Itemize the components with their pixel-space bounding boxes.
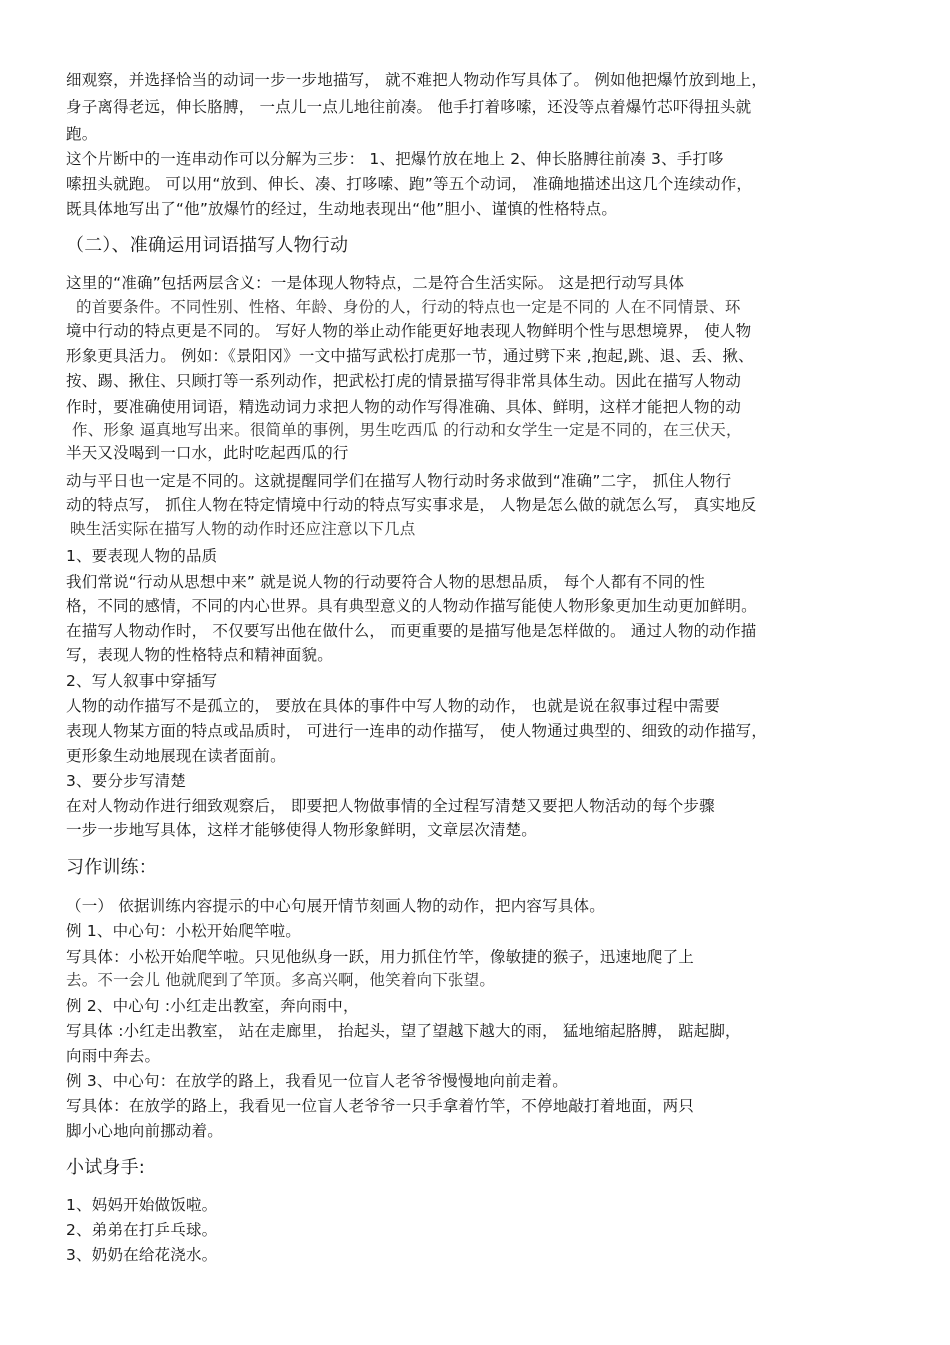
text-line: 这个片断中的一连串动作可以分解为三步： 1、把爆竹放在地上 2、伸长胳膊往前凑 3、手打哆: [66, 150, 724, 168]
text-line: 身子离得老远，伸长胳膊， 一点儿一点儿地往前凑。 他手打着哆嗦，还没等点着爆竹芯吓得扭头就: [66, 98, 752, 116]
text-line: 的首要条件。不同性别、性格、年龄、身份的人，行动的特点也一定是不同的 人在不同情景、环: [76, 298, 741, 316]
text-line: 更形象生动地展现在读者面前。: [66, 747, 286, 765]
example-line: 写具体 :小红走出教室， 站在走廊里， 抬起头，望了望越下越大的雨， 猛地缩起胳膊， 踮起脚，: [66, 1022, 741, 1040]
text-line: 人物的动作描写不是孤立的， 要放在具体的事件中写人物的动作， 也就是说在叙事过程中需要: [66, 697, 720, 715]
text-line: 在对人物动作进行细致观察后， 即要把人物做事情的全过程写清楚又要把人物活动的每个步骤: [66, 797, 715, 815]
text-line: 跑。: [66, 125, 98, 143]
example-line: 写具体：小松开始爬竿啦。只见他纵身一跃，用力抓住竹竿，像敏捷的猴子，迅速地爬了上: [66, 948, 695, 966]
text-line: 动的特点写， 抓住人物在特定情境中行动的特点写实事求是， 人物是怎么做的就怎么写， 真实地反: [66, 496, 757, 514]
subheading: 3、要分步写清楚: [66, 772, 186, 790]
text-line: 在描写人物动作时， 不仅要写出他在做什么， 而更重要的是描写他是怎样做的。 通过人物的动作描: [66, 622, 757, 640]
example-line: 例 2、中心句 :小红走出教室，奔向雨中，: [66, 997, 359, 1015]
try-it-heading: 小试身手:: [66, 1157, 146, 1178]
text-line: 境中行动的特点更是不同的。 写好人物的举止动作能更好地表现人物鲜明个性与思想境界， 使人物: [66, 322, 752, 340]
text-line: 格，不同的感情，不同的内心世界。具有典型意义的人物动作描写能使人物形象更加生动更加鲜明。: [66, 597, 757, 615]
list-item: 3、奶奶在给花浇水。: [66, 1246, 218, 1264]
text-line: 作、形象 逼真地写出来。很简单的事例，男生吃西瓜 的行动和女学生一定是不同的，在三伏天，: [72, 421, 742, 439]
example-line: 例 3、中心句：在放学的路上，我看见一位盲人老爷爷慢慢地向前走着。: [66, 1072, 568, 1090]
text-line: 细观察，并选择恰当的动词一步一步地描写， 就不难把人物动作写具体了。 例如他把爆竹放到地上，: [66, 71, 768, 89]
subheading: 1、要表现人物的品质: [66, 547, 218, 565]
practice-intro: （一） 依据训练内容提示的中心句展开情节刻画人物的动作，把内容写具体。: [66, 897, 605, 915]
text-line: 我们常说“行动从思想中来” 就是说人物的行动要符合人物的思想品质， 每个人都有不同的性: [66, 573, 706, 591]
text-line: 按、踢、揪住、只顾打等一系列动作，把武松打虎的情景描写得非常具体生动。因此在描写人物动: [66, 372, 742, 390]
text-line: 形象更具活力。 例如：《景阳冈》一文中描写武松打虎那一节，通过劈下来 ,抱起,跳、退、丢、揪、: [66, 347, 754, 365]
list-item: 2、弟弟在打乒乓球。: [66, 1221, 218, 1239]
text-line: 表现人物某方面的特点或品质时， 可进行一连串的动作描写， 使人物通过典型的、细致的动作描写，: [66, 722, 768, 740]
example-line: 去。不一会儿 他就爬到了竿顶。多高兴啊，他笑着向下张望。: [66, 971, 496, 989]
example-line: 向雨中奔去。: [66, 1047, 161, 1065]
text-line: 映生活实际在描写人物的动作时还应注意以下几点: [70, 520, 416, 538]
text-line: 动与平日也一定是不同的。这就提醒同学们在描写人物行动时务求做到“准确”二字， 抓住人物行: [66, 472, 732, 490]
list-item: 1、妈妈开始做饭啦。: [66, 1196, 218, 1214]
section-heading: （二）、准确运用词语描写人物行动: [66, 235, 349, 256]
text-line: 嗦扭头就跑。 可以用“放到、伸长、凑、打哆嗦、跑”等五个动词， 准确地描述出这几个连续动作，: [66, 175, 753, 193]
practice-heading: 习作训练：: [66, 857, 157, 878]
text-line: 写，表现人物的性格特点和精神面貌。: [66, 646, 333, 664]
text-line: 半天又没喝到一口水，此时吃起西瓜的行: [66, 444, 349, 462]
text-line: 一步一步地写具体，这样才能够使得人物形象鲜明，文章层次清楚。: [66, 821, 538, 839]
text-line: 这里的“准确”包括两层含义：一是体现人物特点，二是符合生活实际。 这是把行动写具体: [66, 274, 685, 292]
text-line: 既具体地写出了“他”放爆竹的经过，生动地表现出“他”胆小、谨慎的性格特点。: [66, 200, 618, 218]
example-line: 写具体：在放学的路上，我看见一位盲人老爷爷一只手拿着竹竿，不停地敲打着地面，两只: [66, 1097, 695, 1115]
subheading: 2、写人叙事中穿插写: [66, 672, 218, 690]
example-line: 脚小心地向前挪动着。: [66, 1122, 224, 1140]
text-line: 作时，要准确使用词语，精选动词力求把人物的动作写得准确、具体、鲜明，这样才能把人物的动: [66, 398, 742, 416]
example-line: 例 1、中心句：小松开始爬竿啦。: [66, 922, 301, 940]
